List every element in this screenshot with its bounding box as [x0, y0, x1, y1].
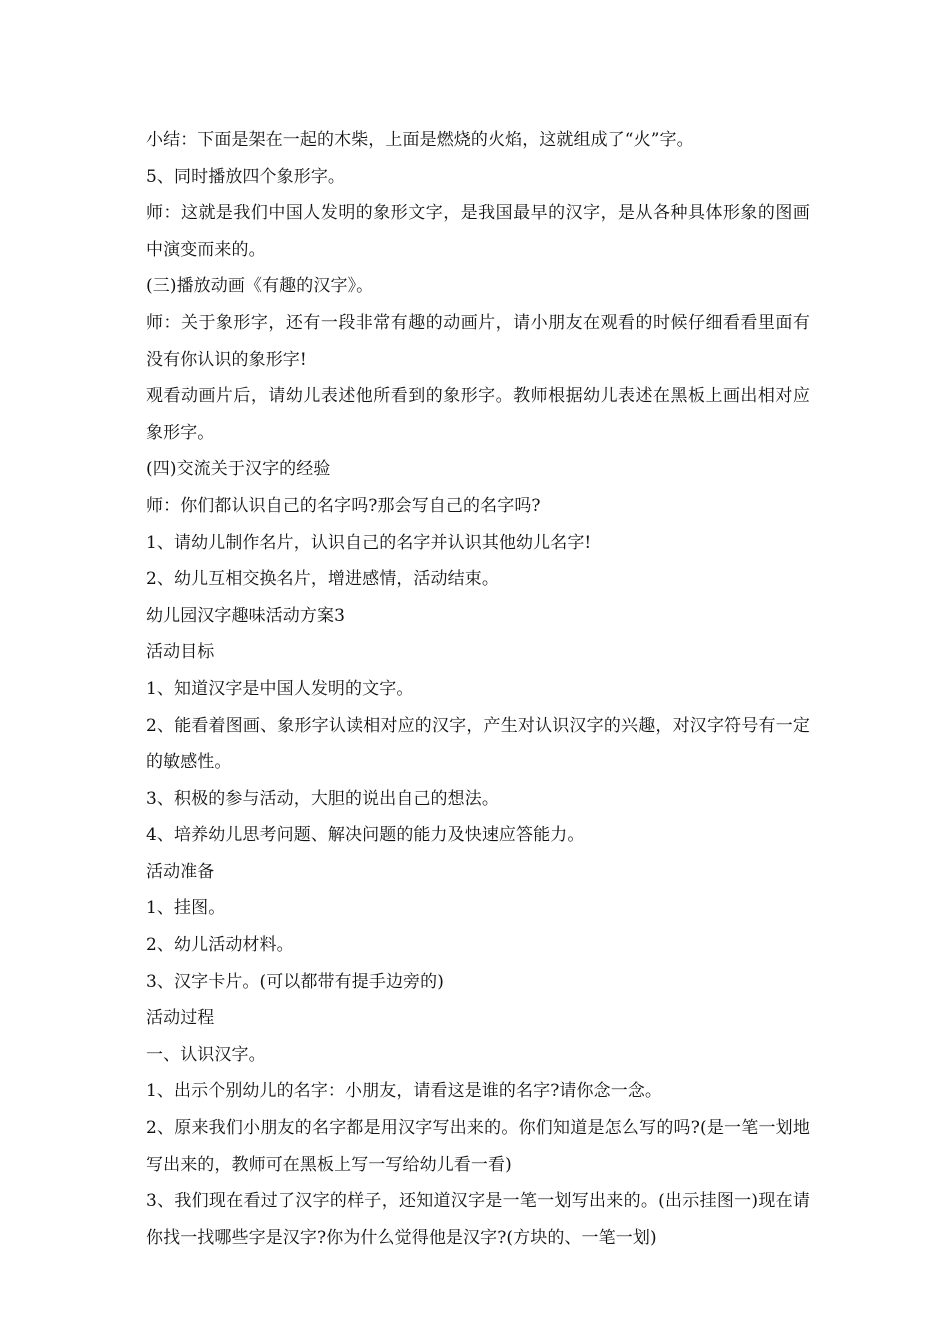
list-item: 1、挂图。: [146, 898, 226, 919]
section-heading: 活动目标: [146, 642, 215, 663]
paragraph: 师：这就是我们中国人发明的象形文字，是我国最早的汉字，是从各种具体形象的图画中演变而来的。: [146, 203, 810, 260]
section-heading: 活动过程: [146, 1008, 215, 1029]
list-item: 3、积极的参与活动，大胆的说出自己的想法。: [146, 788, 499, 809]
list-item: 3、汉字卡片。(可以都带有提手边旁的): [146, 971, 444, 992]
paragraph: 观看动画片后，请幼儿表述他所看到的象形字。教师根据幼儿表述在黑板上画出相对应象形字。: [146, 386, 810, 443]
list-item: 1、知道汉字是中国人发明的文字。: [146, 678, 414, 699]
list-item: 4、培养幼儿思考问题、解决问题的能力及快速应答能力。: [146, 825, 585, 846]
list-item: 3、我们现在看过了汉字的样子，还知道汉字是一笔一划写出来的。(出示挂图一)现在请你找一找哪些字是汉字?你为什么觉得他是汉字?(方块的、一笔一划): [146, 1191, 810, 1248]
paragraph: 小结：下面是架在一起的木柴，上面是燃烧的火焰，这就组成了“火”字。: [146, 130, 694, 150]
list-item: 2、幼儿互相交换名片，增进感情，活动结束。: [146, 569, 499, 590]
list-item: 2、能看着图画、象形字认读相对应的汉字，产生对认识汉字的兴趣，对汉字符号有一定的敏感性。: [146, 715, 810, 773]
list-item: 2、原来我们小朋友的名字都是用汉字写出来的。你们知道是怎么写的吗?(是一笔一划地写出来的，教师可在黑板上写一写给幼儿看一看): [146, 1118, 810, 1175]
paragraph: 5、同时播放四个象形字。: [146, 166, 346, 187]
document-body: [146, 122, 810, 1256]
section-heading: (四)交流关于汉字的经验: [146, 459, 331, 480]
section-heading: (三)播放动画《有趣的汉字》。: [146, 276, 374, 297]
list-item: 1、出示个别幼儿的名字：小朋友，请看这是谁的名字?请你念一念。: [146, 1081, 663, 1102]
section-heading: 一、认识汉字。: [146, 1044, 266, 1065]
paragraph: 师：你们都认识自己的名字吗?那会写自己的名字吗?: [146, 495, 541, 516]
list-item: 1、请幼儿制作名片，认识自己的名字并认识其他幼儿名字!: [146, 532, 592, 553]
paragraph: 师：关于象形字，还有一段非常有趣的动画片，请小朋友在观看的时候仔细看看里面有没有你认识的象形字!: [146, 312, 810, 370]
section-heading: 活动准备: [146, 861, 215, 882]
document-title: 幼儿园汉字趣味活动方案3: [146, 605, 346, 626]
list-item: 2、幼儿活动材料。: [146, 935, 294, 956]
